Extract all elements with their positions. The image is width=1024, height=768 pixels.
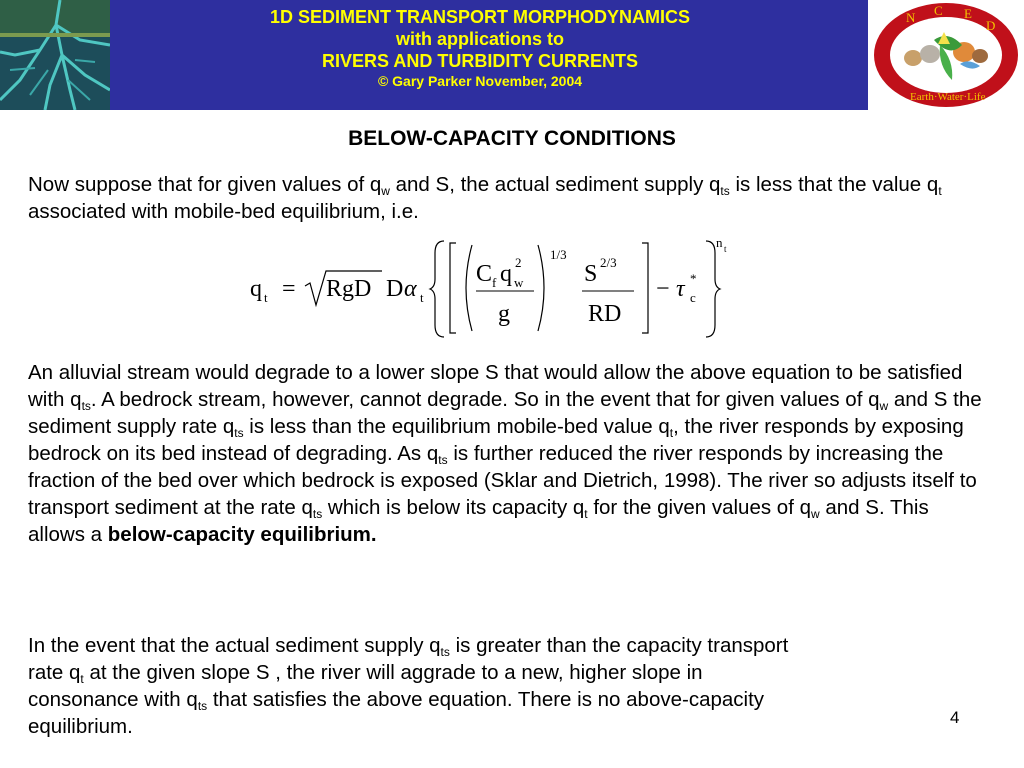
page-number: 4 <box>950 708 960 727</box>
load-equation <box>240 233 760 343</box>
svg-text:N: N <box>906 10 916 25</box>
eq-qw-sup: 2 <box>515 255 522 270</box>
eq-exponent-nt: n <box>716 235 723 250</box>
eq-minus: − <box>656 276 670 302</box>
below-capacity-emphasis: below-capacity equilibrium. <box>107 523 377 546</box>
eq-cf: C <box>476 261 493 287</box>
eq-equals: = <box>282 276 296 302</box>
eq-right-bracket <box>642 243 648 333</box>
eq-radicand: RgD <box>326 276 372 302</box>
eq-pow-13: 1/3 <box>550 247 567 262</box>
title-line-2: with applications to <box>395 29 564 49</box>
nced-logo <box>868 0 1024 110</box>
eq-right-paren <box>538 245 544 331</box>
intro-paragraph: Now suppose that for given values of $q_w$ and S, the actual sediment supply $q_{ts}$ is less that the value $q_t$ associated with mobile-bed equilibrium, i.e. <box>28 173 942 223</box>
eq-lhs: q <box>250 276 262 302</box>
eq-S: S <box>584 261 598 287</box>
title-line-3: RIVERS AND TURBIDITY CURRENTS <box>321 51 639 71</box>
section-heading: BELOW-CAPACITY CONDITIONS <box>348 127 676 150</box>
eq-tau: τ <box>676 276 685 302</box>
header-banner <box>0 0 1024 110</box>
title-line-1: 1D SEDIMENT TRANSPORT MORPHODYNAMICS <box>269 7 691 27</box>
eq-alpha-sub: t <box>420 290 424 305</box>
svg-text:D: D <box>986 18 996 33</box>
eq-qw-sub: w <box>514 275 524 290</box>
slide-title-block <box>200 6 760 90</box>
eq-g: g <box>498 301 510 327</box>
eq-qw: q <box>500 261 512 287</box>
eq-left-paren <box>466 245 472 331</box>
eq-left-brace <box>430 241 444 337</box>
svg-text:E: E <box>964 6 972 21</box>
eq-exponent-nt-sub: t <box>724 244 727 254</box>
eq-pow-23: 2/3 <box>600 255 617 270</box>
svg-text:C: C <box>934 3 943 18</box>
eq-RD: RD <box>588 301 622 327</box>
eq-tau-sup: * <box>690 271 697 286</box>
eq-cf-sub: f <box>492 275 497 290</box>
eq-right-brace <box>706 241 720 337</box>
svg-text:Earth·Water·Life: Earth·Water·Life <box>910 91 986 103</box>
eq-tau-sub: c <box>690 290 696 305</box>
eq-lhs-sub: t <box>264 290 268 305</box>
eq-left-bracket <box>450 243 456 333</box>
aggrade-paragraph: In the event that the actual sediment supply $q_{ts}$ is greater than the capacity transport rate $q_t$ at the given slope S , the river will aggrade to a new, higher slope in consonance with $q_{ts}$ that satisfies the above equation. There is no above-capacity equilibrium. <box>28 634 789 738</box>
eq-D: D <box>386 276 404 302</box>
eq-alpha: α <box>404 276 417 302</box>
copyright-line: © Gary Parker November, 2004 <box>377 73 583 89</box>
river-delta-image <box>0 0 110 110</box>
degrade-paragraph: An alluvial stream would degrade to a lower slope S that would allow the above equation to be satisfied with $q_{ts}$. A bedrock stream, however, cannot degrade. So in the event that for given values of $q_w$ and S the sediment supply rate $q_{ts}$ is less than the equilibrium mobile-bed value $q_t$, the river responds by exposing bedrock on its bed instead of degrading. As $q_{ts}$ is further reduced the river responds by increasing the fraction of the bed over which bedrock is exposed (Sklar and Dietrich, 1998). The river so adjusts itself to transport sediment at the rate $q_{ts}$ which is below its capacity $q_t$ for the given values of $q_w$ and S. This allows a below-capacity equilibrium. <box>28 361 982 546</box>
